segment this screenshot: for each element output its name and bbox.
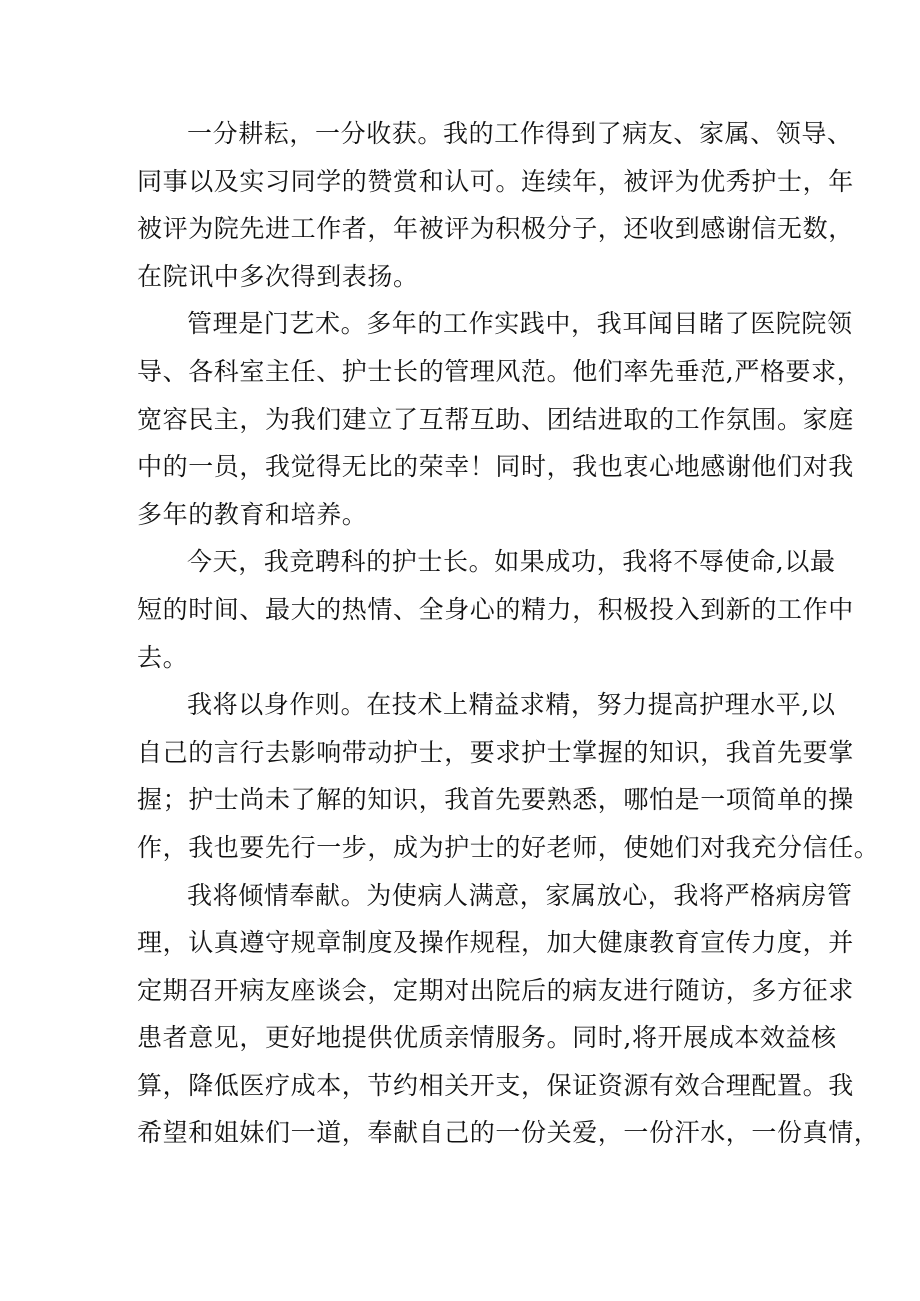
paragraph-line: 多年的教育和培养。 [137,499,368,529]
paragraph-line: 一分耕耘，一分收获。我的工作得到了病友、家属、领导、 [187,119,853,148]
paragraph-5 [137,872,880,1158]
paragraph-line: 中的一员，我觉得无比的荣幸！同时，我也衷心地感谢他们对我 [137,452,854,482]
paragraph-line: 宽容民主，为我们建立了互帮互助、团结进取的工作氛围。家庭 [137,404,854,434]
paragraph-line: 算，降低医疗成本，节约相关开支，保证资源有效合理配置。我 [137,1070,854,1100]
paragraph-1 [137,110,854,300]
paragraph-line: 作，我也要先行一步，成为护士的好老师，使她们对我充分信任。 [137,832,880,862]
paragraph-line: 定期召开病友座谈会，定期对出院后的病友进行随访，多方征求 [137,975,854,1005]
paragraph-line: 我将倾情奉献。为使病人满意，家属放心，我将严格病房管 [187,880,853,910]
paragraph-line: 自己的言行去影响带动护士，要求护士掌握的知识，我首先要掌 [137,737,854,767]
paragraph-line: 短的时间、最大的热情、全身心的精力，积极投入到新的工作中 [137,594,854,624]
paragraph-line: 理，认真遵守规章制度及操作规程，加大健康教育宣传力度，并 [137,928,854,958]
paragraph-line: 今天，我竞聘科的护士长。如果成功，我将不辱使命,以最 [187,547,836,577]
paragraph-line: 握；护士尚未了解的知识，我首先要熟悉，哪怕是一项简单的操 [137,785,854,815]
paragraph-3 [137,538,854,681]
paragraph-line: 管理是门艺术。多年的工作实践中，我耳闻目睹了医院院领 [187,309,853,339]
paragraph-line: 去。 [137,642,189,672]
paragraph-line: 被评为院先进工作者，年被评为积极分子，还收到感谢信无数， [137,214,854,244]
paragraph-line: 我将以身作则。在技术上精益求精，努力提高护理水平,以 [187,690,836,720]
paragraph-line: 在院讯中多次得到表扬。 [137,261,419,291]
paragraph-line: 患者意见，更好地提供优质亲情服务。同时,将开展成本效益核 [137,1023,837,1053]
document-body [137,110,880,1157]
paragraph-line: 希望和姐妹们一道，奉献自己的一份关爱，一份汗水，一份真情， [137,1118,880,1148]
paragraph-line: 同事以及实习同学的赞赏和认可。连续年，被评为优秀护士，年 [137,166,854,196]
paragraph-2 [137,300,863,538]
paragraph-line: 导、各科室主任、护士长的管理风范。他们率先垂范,严格要求， [137,356,863,386]
paragraph-4 [137,681,880,871]
